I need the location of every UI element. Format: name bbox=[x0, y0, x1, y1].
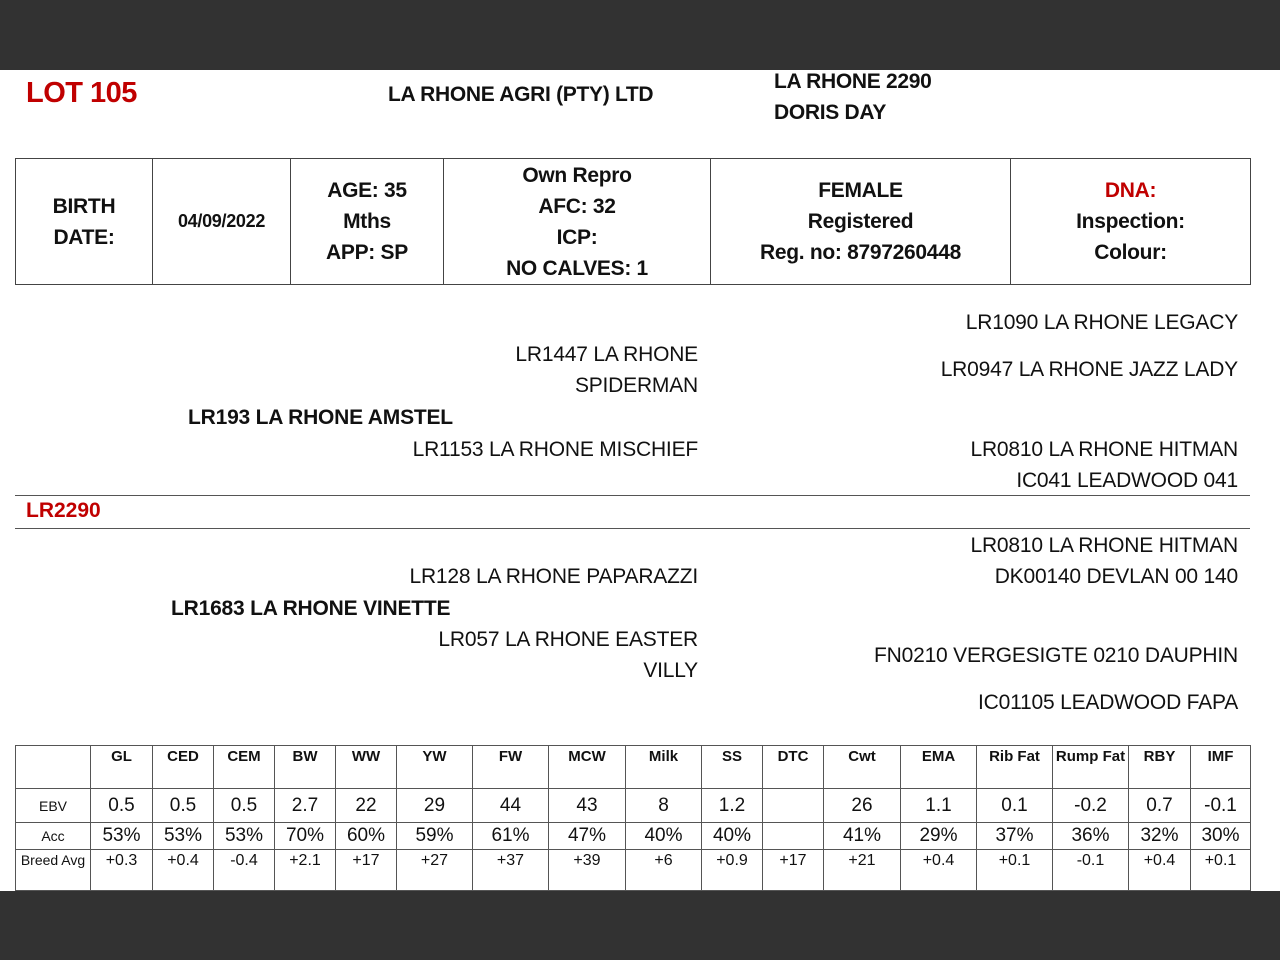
ebv-value-cell: 44 bbox=[473, 789, 549, 823]
ebv-value-cell: +0.4 bbox=[153, 850, 214, 891]
animal-name-line-1: LA RHONE 2290 bbox=[774, 70, 932, 93]
ebv-header-row bbox=[16, 746, 1251, 789]
pedigree-dam-dam-sire: FN0210 VERGESIGTE 0210 DAUPHIN bbox=[874, 644, 1238, 667]
ebv-header-cell: DTC bbox=[763, 746, 824, 789]
registration-status: Registered bbox=[807, 210, 914, 233]
ebv-value-cell: 29% bbox=[901, 823, 977, 850]
ebv-value-cell: -0.1 bbox=[1191, 789, 1251, 823]
ebv-value-cell: 0.5 bbox=[153, 789, 214, 823]
pedigree-dam-dam-line-2: VILLY bbox=[643, 659, 698, 682]
app-value: APP: SP bbox=[326, 241, 408, 264]
ebv-value-cell: +6 bbox=[626, 850, 702, 891]
ebv-header-cell: IMF bbox=[1191, 746, 1251, 789]
ebv-value-cell: +0.9 bbox=[702, 850, 763, 891]
ebv-value-cell: 53% bbox=[153, 823, 214, 850]
ebv-header-cell: MCW bbox=[549, 746, 626, 789]
ebv-value-cell: 0.5 bbox=[214, 789, 275, 823]
ebv-value-cell: 29 bbox=[397, 789, 473, 823]
pedigree-divider-bottom bbox=[15, 528, 1250, 529]
ebv-header-cell: RBY bbox=[1129, 746, 1191, 789]
ebv-value-cell: 8 bbox=[626, 789, 702, 823]
breed-average-row bbox=[16, 850, 1251, 891]
ebv-value-cell: 53% bbox=[214, 823, 275, 850]
ebv-value-cell: 43 bbox=[549, 789, 626, 823]
ebv-value-cell bbox=[763, 823, 824, 850]
ebv-header-cell: Rib Fat bbox=[977, 746, 1053, 789]
pedigree-dam-dam-line-1: LR057 LA RHONE EASTER bbox=[438, 628, 698, 651]
ebv-value-cell: 41% bbox=[824, 823, 901, 850]
ebv-value-cell: +17 bbox=[763, 850, 824, 891]
ebv-value-cell: 1.1 bbox=[901, 789, 977, 823]
ebv-value-cell: 60% bbox=[336, 823, 397, 850]
ebv-value-cell: -0.1 bbox=[1053, 850, 1129, 891]
ebv-value-cell: 61% bbox=[473, 823, 549, 850]
repro-label: Own Repro bbox=[522, 163, 632, 187]
age-unit: Mths bbox=[343, 210, 391, 233]
pedigree-sire-dam: LR1153 LA RHONE MISCHIEF bbox=[412, 438, 698, 461]
ebv-value-cell: -0.2 bbox=[1053, 789, 1129, 823]
age-cell bbox=[291, 159, 444, 285]
ebv-header-cell: BW bbox=[275, 746, 336, 789]
ebv-value-cell: 26 bbox=[824, 789, 901, 823]
ebv-value-cell: 1.2 bbox=[702, 789, 763, 823]
ebv-header-cell: Milk bbox=[626, 746, 702, 789]
ebv-value-cell: 22 bbox=[336, 789, 397, 823]
ebv-value-cell: +2.1 bbox=[275, 850, 336, 891]
ebv-value-cell: 40% bbox=[626, 823, 702, 850]
ebv-value-cell: 53% bbox=[91, 823, 153, 850]
repro-cell bbox=[444, 159, 711, 285]
pedigree-dam: LR1683 LA RHONE VINETTE bbox=[171, 597, 451, 620]
pedigree-divider-top bbox=[15, 495, 1250, 496]
ebv-header-cell: CEM bbox=[214, 746, 275, 789]
pedigree-dam-sire-dam: DK00140 DEVLAN 00 140 bbox=[994, 565, 1238, 588]
pedigree-sire-dam-sire: LR0810 LA RHONE HITMAN bbox=[970, 438, 1238, 461]
colour-label: Colour: bbox=[1094, 241, 1167, 264]
pedigree-dam-sire-sire: LR0810 LA RHONE HITMAN bbox=[970, 534, 1238, 557]
ebv-value-cell: 70% bbox=[275, 823, 336, 850]
registration-number: Reg. no: 8797260448 bbox=[760, 241, 961, 264]
ebv-value-cell: +0.4 bbox=[901, 850, 977, 891]
animal-info-table bbox=[15, 158, 1251, 285]
ebv-row-label: Acc bbox=[16, 823, 91, 850]
birth-label-line-2: DATE: bbox=[53, 225, 115, 249]
ebv-value-cell: +39 bbox=[549, 850, 626, 891]
birth-date-label bbox=[16, 159, 153, 285]
registration-cell bbox=[711, 159, 1011, 285]
birth-date-value: 04/09/2022 bbox=[153, 159, 291, 285]
ebv-header-cell: EMA bbox=[901, 746, 977, 789]
ebv-header-cell: YW bbox=[397, 746, 473, 789]
ebv-value-cell: 36% bbox=[1053, 823, 1129, 850]
ebv-value-cell bbox=[763, 789, 824, 823]
ebv-header-cell: SS bbox=[702, 746, 763, 789]
age-value: AGE: 35 bbox=[327, 179, 407, 202]
ebv-value-cell: -0.4 bbox=[214, 850, 275, 891]
ebv-value-cell: +21 bbox=[824, 850, 901, 891]
breeder-name: LA RHONE AGRI (PTY) LTD bbox=[388, 83, 654, 106]
ebv-header-cell: GL bbox=[91, 746, 153, 789]
afc-value: AFC: 32 bbox=[538, 194, 616, 218]
ebv-value-cell: 30% bbox=[1191, 823, 1251, 850]
pedigree-dam-sire: LR128 LA RHONE PAPARAZZI bbox=[409, 565, 698, 588]
animal-name-line-2: DORIS DAY bbox=[774, 101, 887, 124]
ebv-value-cell: 0.7 bbox=[1129, 789, 1191, 823]
viewer-bottom-bar bbox=[0, 891, 1280, 960]
ebv-value-cell: +0.3 bbox=[91, 850, 153, 891]
ebv-header-cell: Rump Fat bbox=[1053, 746, 1129, 789]
pedigree-sire-sire bbox=[515, 339, 698, 401]
ebv-value-cell: +37 bbox=[473, 850, 549, 891]
ebv-header-cell: FW bbox=[473, 746, 549, 789]
ebv-value-cell: 2.7 bbox=[275, 789, 336, 823]
pedigree-dam-dam-dam: IC01105 LEADWOOD FAPA bbox=[978, 691, 1238, 714]
ebv-value-cell: +0.4 bbox=[1129, 850, 1191, 891]
ebv-header-corner bbox=[16, 746, 91, 789]
ebv-header-cell: WW bbox=[336, 746, 397, 789]
pedigree-sire-sire-sire: LR1090 LA RHONE LEGACY bbox=[965, 311, 1238, 334]
pedigree-sire: LR193 LA RHONE AMSTEL bbox=[188, 406, 453, 429]
pedigree-sire-sire-line-1: LR1447 LA RHONE bbox=[515, 343, 698, 366]
ebv-row-label: Breed Avg bbox=[16, 850, 91, 891]
viewer-top-bar bbox=[0, 0, 1280, 70]
ebv-value-cell: 40% bbox=[702, 823, 763, 850]
icp-value: ICP: bbox=[556, 225, 598, 249]
ebv-row bbox=[16, 789, 1251, 823]
ebv-header-cell: Cwt bbox=[824, 746, 901, 789]
ebv-row-label: EBV bbox=[16, 789, 91, 823]
ebv-value-cell: +27 bbox=[397, 850, 473, 891]
ebv-header-cell: CED bbox=[153, 746, 214, 789]
ebv-value-cell: 59% bbox=[397, 823, 473, 850]
animal-name bbox=[774, 66, 932, 128]
ebv-value-cell: 0.5 bbox=[91, 789, 153, 823]
ebv-value-cell: +0.1 bbox=[977, 850, 1053, 891]
accuracy-row bbox=[16, 823, 1251, 850]
dna-label: DNA: bbox=[1104, 179, 1157, 202]
pedigree-sire-sire-line-2: SPIDERMAN bbox=[574, 374, 698, 397]
calves-value: NO CALVES: 1 bbox=[506, 256, 648, 280]
ebv-value-cell: +17 bbox=[336, 850, 397, 891]
inspection-cell bbox=[1011, 159, 1251, 285]
inspection-label: Inspection: bbox=[1076, 210, 1185, 233]
pedigree-sire-sire-dam: LR0947 LA RHONE JAZZ LADY bbox=[940, 358, 1238, 381]
ebv-value-cell: 47% bbox=[549, 823, 626, 850]
pedigree-sire-dam-dam: IC041 LEADWOOD 041 bbox=[1016, 469, 1238, 492]
ebv-table bbox=[15, 745, 1251, 891]
sex-value: FEMALE bbox=[818, 179, 903, 202]
ebv-value-cell: +0.1 bbox=[1191, 850, 1251, 891]
pedigree-dam-dam bbox=[438, 624, 698, 686]
lot-number: LOT 105 bbox=[26, 77, 137, 109]
pedigree-animal-id: LR2290 bbox=[26, 499, 101, 522]
ebv-value-cell: 32% bbox=[1129, 823, 1191, 850]
ebv-value-cell: 0.1 bbox=[977, 789, 1053, 823]
ebv-value-cell: 37% bbox=[977, 823, 1053, 850]
birth-label-line-1: BIRTH bbox=[52, 194, 116, 218]
